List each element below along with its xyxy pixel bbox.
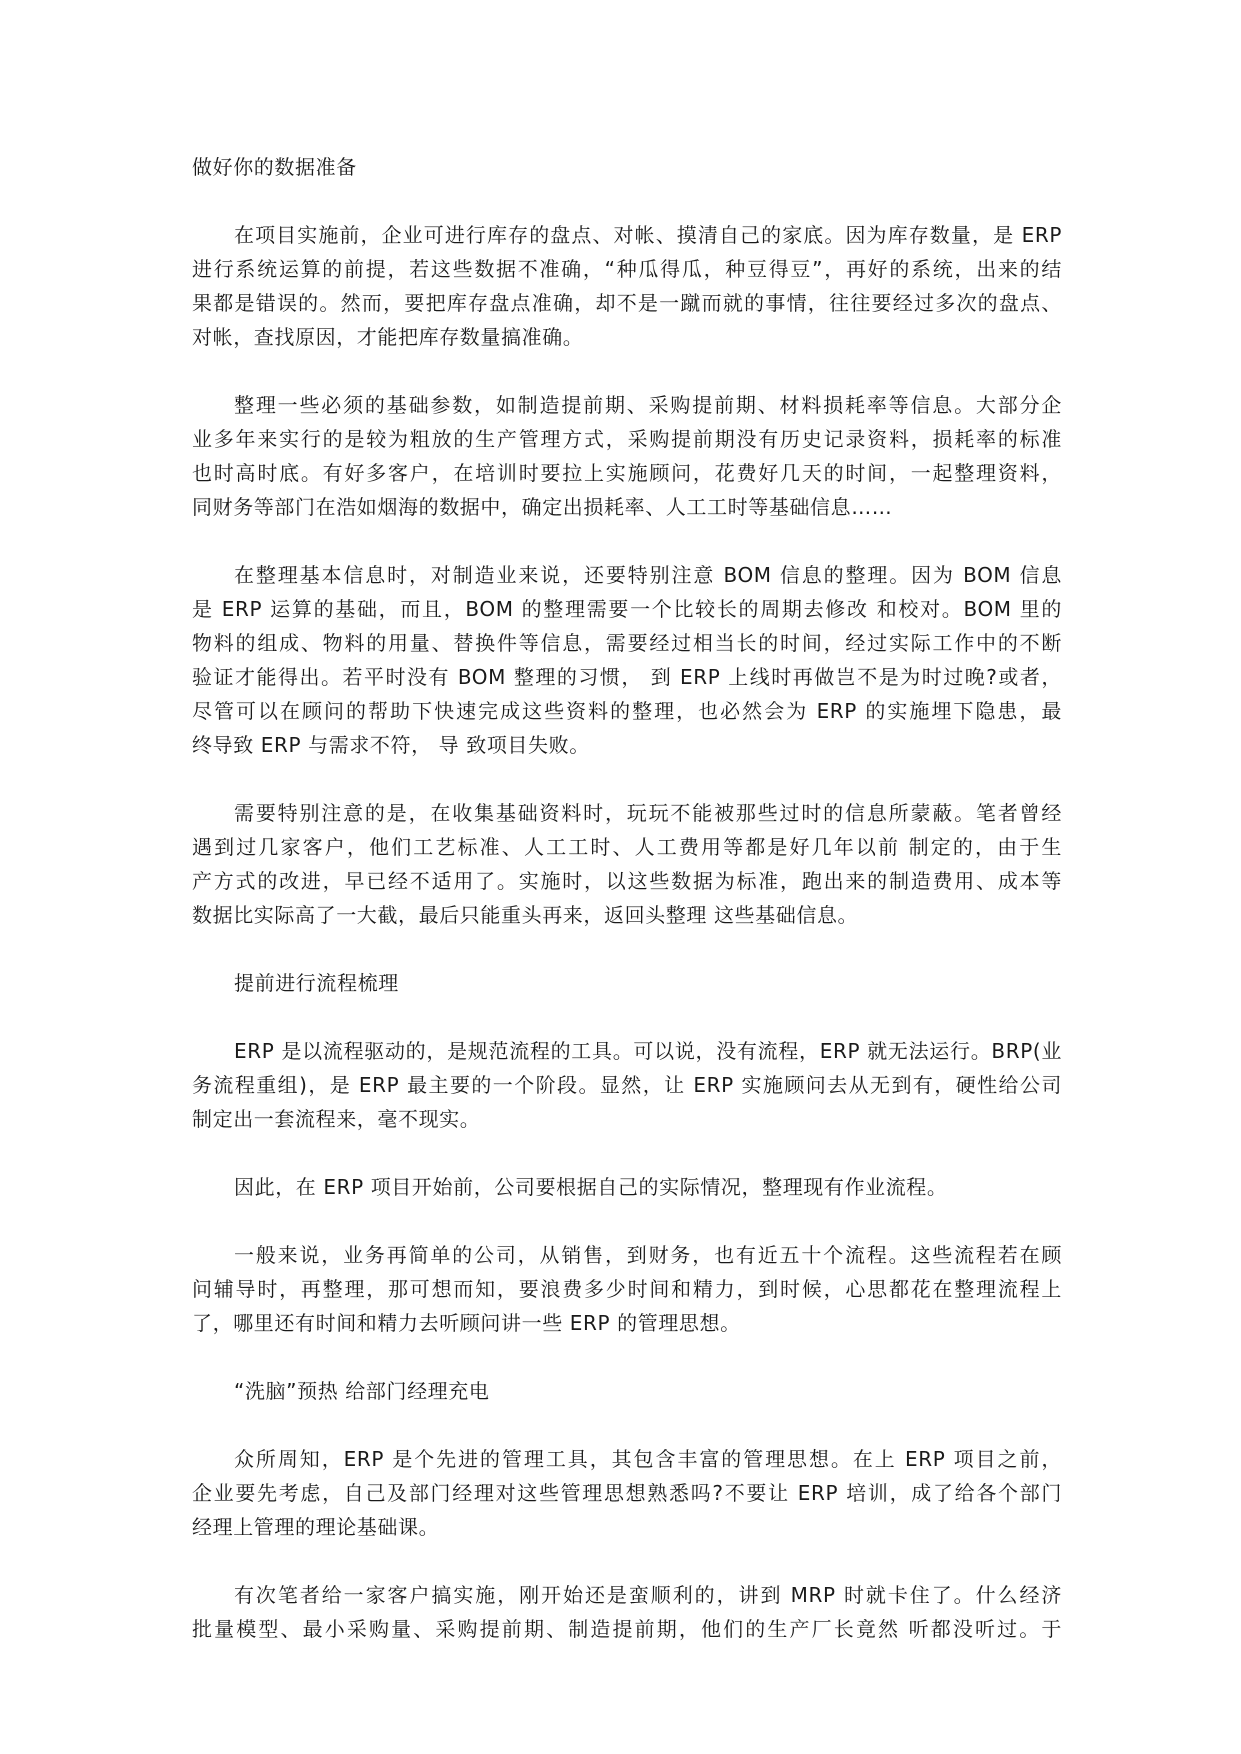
paragraph-line: 整理一些必须的基础参数，如制造提前期、采购提前期、材料损耗率等信息。大部分企 — [234, 393, 1062, 417]
section-heading — [192, 966, 1062, 1000]
document-body — [192, 150, 1062, 1646]
spacer — [192, 1204, 1062, 1238]
section-heading-text: 提前进行流程梳理 — [234, 971, 399, 995]
spacer — [192, 1136, 1062, 1170]
paragraph-line: 业多年来实行的是较为粗放的生产管理方式，采购提前期没有历史记录资料，损耗率的标准 — [192, 427, 1062, 451]
section-heading-text: “洗脑”预热 给部门经理充电 — [234, 1379, 490, 1403]
document-title: 做好你的数据准备 — [192, 155, 357, 179]
paragraph-line: 一般来说，业务再简单的公司，从销售，到财务，也有近五十个流程。这些流程若在顾 — [234, 1243, 1062, 1267]
paragraph — [192, 1442, 1062, 1544]
paragraph-line: 终导致 ERP 与需求不符， 导 致项目失败。 — [192, 733, 590, 757]
paragraph-line: 也时高时底。有好多客户，在培训时要拉上实施顾问，花费好几天的时间，一起整理资料， — [192, 461, 1062, 485]
paragraph — [192, 1034, 1062, 1136]
spacer — [192, 184, 1062, 218]
paragraph-line: 了，哪里还有时间和精力去听顾问讲一些 ERP 的管理思想。 — [192, 1311, 741, 1335]
paragraph-line: 众所周知，ERP 是个先进的管理工具，其包含丰富的管理思想。在上 ERP 项目之前， — [234, 1447, 1062, 1471]
paragraph-line: ERP 是以流程驱动的，是规范流程的工具。可以说，没有流程，ERP 就无法运行。BRP(业 — [234, 1039, 1062, 1063]
paragraph-line: 在整理基本信息时，对制造业来说，还要特别注意 BOM 信息的整理。因为 BOM 信息 — [234, 563, 1062, 587]
paragraph-line: 产方式的改进，早已经不适用了。实施时，以这些数据为标准，跑出来的制造费用、成本等 — [192, 869, 1062, 893]
paragraph-line: 验证才能得出。若平时没有 BOM 整理的习惯， 到 ERP 上线时再做岂不是为时过晚?或者， — [192, 665, 1062, 689]
paragraph-line: 同财务等部门在浩如烟海的数据中，确定出损耗率、人工工时等基础信息…… — [192, 495, 893, 519]
paragraph-line: 尽管可以在顾问的帮助下快速完成这些资料的整理，也必然会为 ERP 的实施埋下隐患，最 — [192, 699, 1062, 723]
paragraph — [192, 1238, 1062, 1340]
paragraph-line: 经理上管理的理论基础课。 — [192, 1515, 440, 1539]
paragraph-line: 是 ERP 运算的基础，而且，BOM 的整理需要一个比较长的周期去修改 和校对。BOM 里的 — [192, 597, 1062, 621]
paragraph-line: 批量模型、最小采购量、采购提前期、制造提前期，他们的生产厂长竟然 听都没听过。于 — [192, 1617, 1062, 1641]
paragraph-line: 数据比实际高了一大截，最后只能重头再来，返回头整理 这些基础信息。 — [192, 903, 859, 927]
paragraph-line: 需要特别注意的是，在收集基础资料时，玩玩不能被那些过时的信息所蒙蔽。笔者曾经 — [234, 801, 1062, 825]
paragraph-line: 有次笔者给一家客户搞实施，刚开始还是蛮顺利的，讲到 MRP 时就卡住了。什么经济 — [234, 1583, 1062, 1607]
paragraph-line: 企业要先考虑，自己及部门经理对这些管理思想熟悉吗?不要让 ERP 培训，成了给各个部门 — [192, 1481, 1062, 1505]
paragraph — [192, 558, 1062, 762]
spacer — [192, 524, 1062, 558]
spacer — [192, 1340, 1062, 1374]
spacer — [192, 1544, 1062, 1578]
paragraph-line: 遇到过几家客户，他们工艺标准、人工工时、人工费用等都是好几年以前 制定的，由于生 — [192, 835, 1062, 859]
paragraph — [192, 1578, 1062, 1646]
paragraph-line: 务流程重组)，是 ERP 最主要的一个阶段。显然，让 ERP 实施顾问去从无到有，硬性给公司 — [192, 1073, 1062, 1097]
paragraph — [192, 388, 1062, 524]
paragraph-line: 进行系统运算的前提，若这些数据不准确，“种瓜得瓜，种豆得豆”，再好的系统，出来的结 — [192, 257, 1062, 281]
spacer — [192, 932, 1062, 966]
spacer — [192, 354, 1062, 388]
paragraph-line: 因此，在 ERP 项目开始前，公司要根据自己的实际情况，整理现有作业流程。 — [234, 1175, 948, 1199]
paragraph-line: 在项目实施前，企业可进行库存的盘点、对帐、摸清自己的家底。因为库存数量，是 ERP — [234, 223, 1062, 247]
spacer — [192, 1408, 1062, 1442]
paragraph — [192, 1170, 1062, 1204]
paragraph-line: 物料的组成、物料的用量、替换件等信息，需要经过相当长的时间，经过实际工作中的不断 — [192, 631, 1062, 655]
spacer — [192, 1000, 1062, 1034]
paragraph — [192, 218, 1062, 354]
paragraph-line: 制定出一套流程来，毫不现实。 — [192, 1107, 481, 1131]
paragraph — [192, 796, 1062, 932]
paragraph-line: 问辅导时，再整理，那可想而知，要浪费多少时间和精力，到时候，心思都花在整理流程上 — [192, 1277, 1062, 1301]
paragraph-line: 果都是错误的。然而，要把库存盘点准确，却不是一蹴而就的事情，往往要经过多次的盘点、 — [192, 291, 1062, 315]
section-heading — [192, 1374, 1062, 1408]
paragraph-line: 对帐，查找原因，才能把库存数量搞准确。 — [192, 325, 584, 349]
spacer — [192, 762, 1062, 796]
